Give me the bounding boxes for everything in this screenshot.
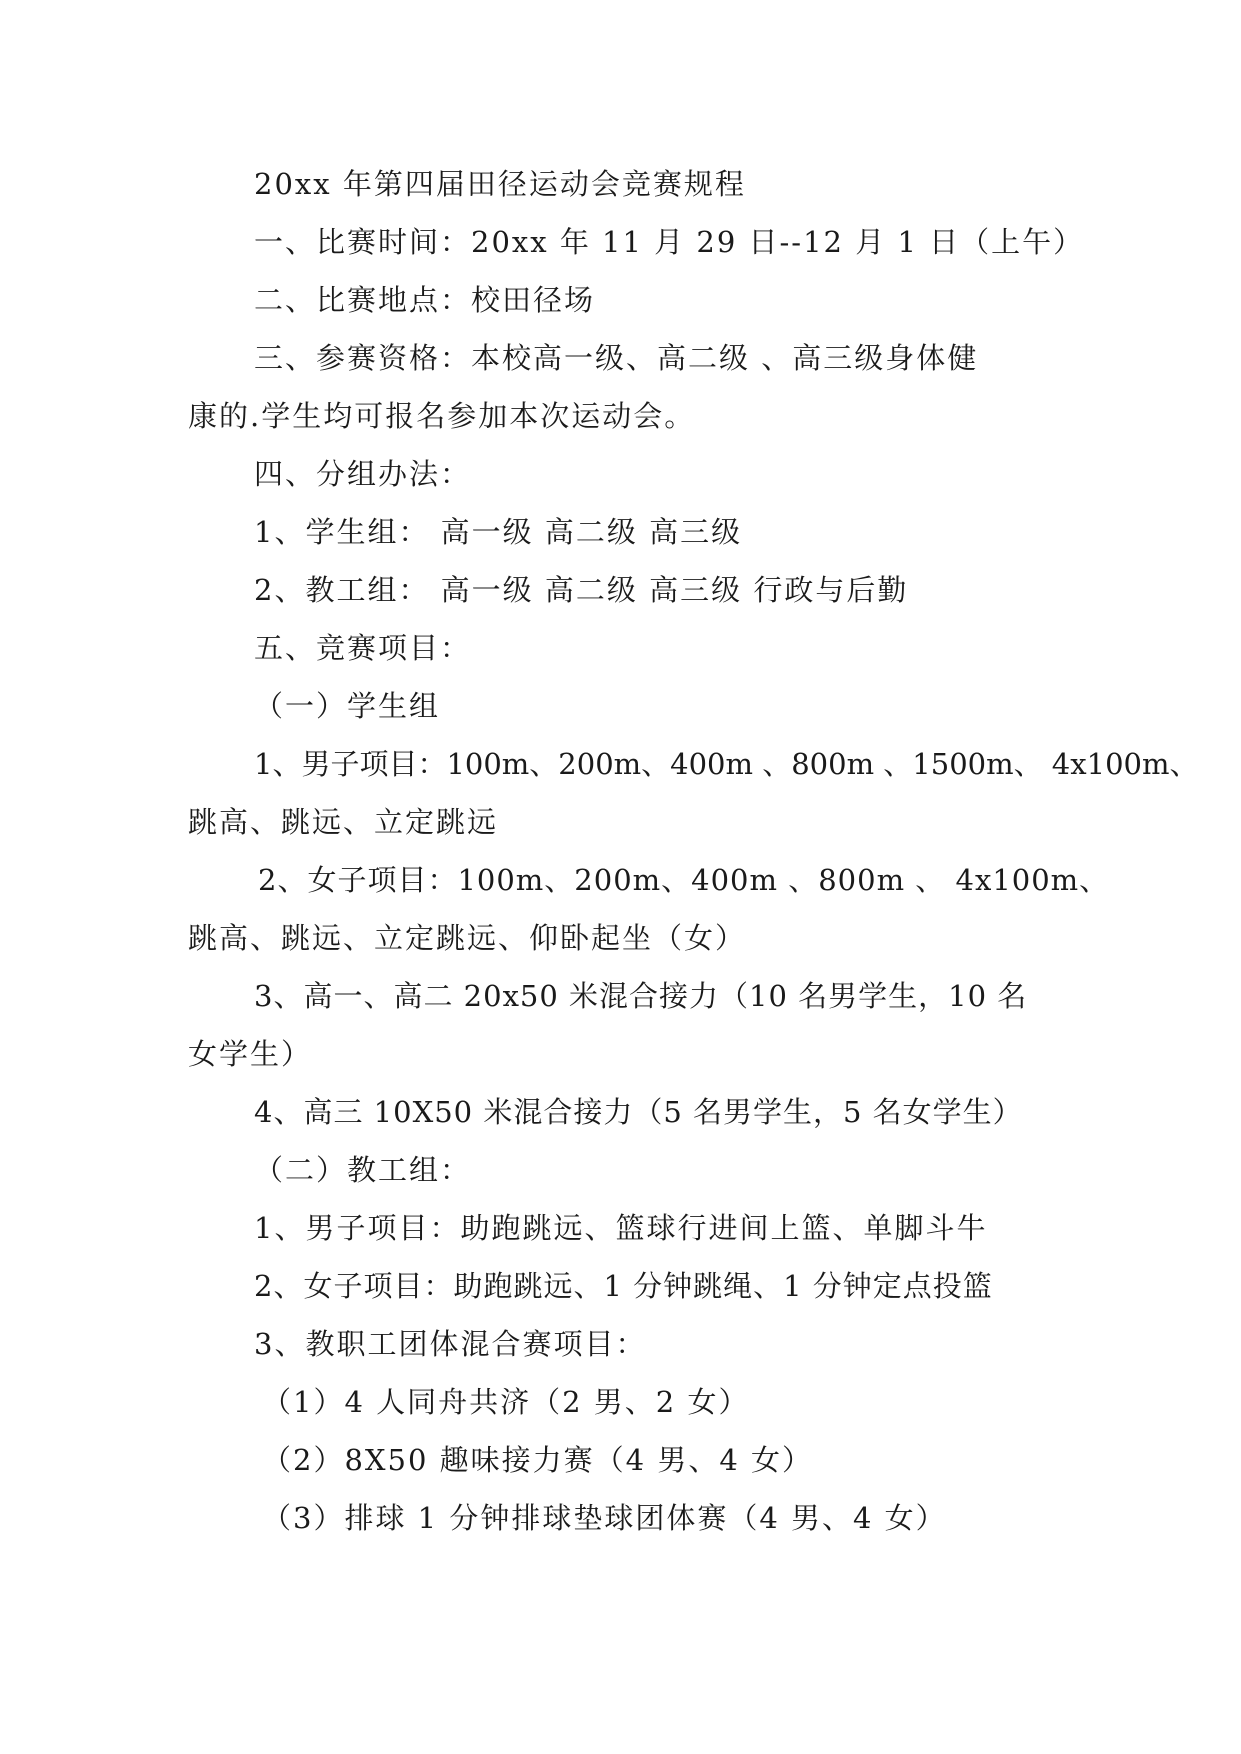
text-line-relay-grade1-2: 3、高一、高二 20x50 米混合接力（10 名男学生，10 名 (254, 979, 1028, 1013)
text-line-events-heading: 五、竞赛项目： (254, 631, 472, 665)
text-line-team-event-2: （2）8X50 趣味接力赛（4 男、4 女） (262, 1443, 814, 1477)
text-line-eligibility-cont: 康的.学生均可报名参加本次运动会。 (188, 399, 696, 433)
text-line-girls-events-cont: 跳高、跳远、立定跳远、仰卧起坐（女） (188, 921, 747, 955)
document-title: 20xx 年第四届田径运动会竞赛规程 (254, 167, 746, 201)
text-line-match-time: 一、比赛时间：20xx 年 11 月 29 日--12 月 1 日（上午） (254, 225, 1085, 259)
text-line-staff-team-events: 3、教职工团体混合赛项目： (254, 1327, 647, 1361)
text-line-staff-group: 2、教工组： 高一级 高二级 高三级 行政与后勤 (254, 573, 909, 607)
text-line-boys-events-cont: 跳高、跳远、立定跳远 (188, 805, 499, 839)
text-line-staff-men-events: 1、男子项目：助跑跳远、篮球行进间上篮、单脚斗牛 (254, 1211, 988, 1245)
text-line-team-event-1: （1）4 人同舟共济（2 男、2 女） (262, 1385, 750, 1419)
text-line-relay-grade3: 4、高三 10X50 米混合接力（5 名男学生，5 名女学生） (254, 1095, 1023, 1129)
text-line-eligibility: 三、参赛资格：本校高一级、高二级 、高三级身体健 (254, 341, 979, 375)
text-line-staff-women-events: 2、女子项目：助跑跳远、1 分钟跳绳、1 分钟定点投篮 (254, 1269, 993, 1303)
text-line-team-event-3: （3）排球 1 分钟排球垫球团体赛（4 男、4 女） (262, 1501, 947, 1535)
text-line-match-venue: 二、比赛地点：校田径场 (254, 283, 596, 317)
text-line-relay-grade1-2-cont: 女学生） (188, 1037, 313, 1071)
text-line-boys-events: 1、男子项目：100m、200m、400m 、800m 、1500m、 4x100m、 (254, 747, 1199, 781)
text-line-staff-section: （二）教工组： (254, 1153, 472, 1187)
text-line-student-group: 1、学生组： 高一级 高二级 高三级 (254, 515, 743, 549)
text-line-girls-events: 2、女子项目：100m、200m、400m 、800m 、 4x100m、 (258, 863, 1110, 897)
text-line-student-section: （一）学生组 (254, 689, 441, 723)
text-line-grouping-heading: 四、分组办法： (254, 457, 472, 491)
